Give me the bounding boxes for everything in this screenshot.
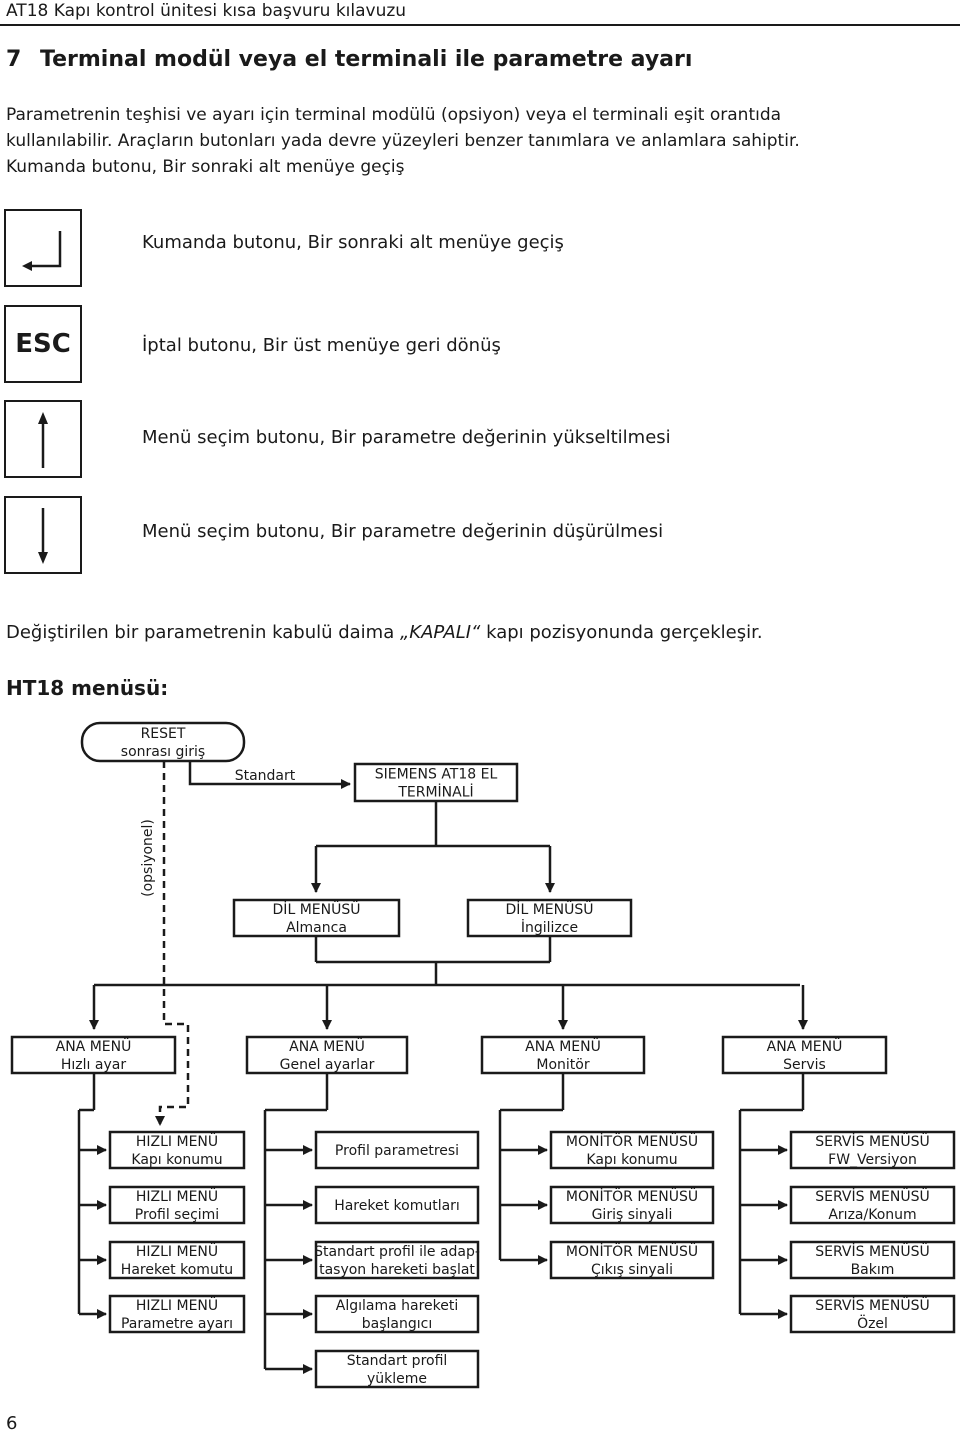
- document-header: AT18 Kapı kontrol ünitesi kısa başvuru kılavuzu: [6, 1, 407, 21]
- general-settings-item-label: Profil parametresi: [334, 1143, 460, 1159]
- key-description: Kumanda butonu, Bir sonraki alt menüye geçiş: [142, 232, 564, 253]
- arrow-up-icon: [6, 402, 80, 476]
- service-menu-item-label: SERVİS MENÜSÜ Arıza/Konum: [815, 1189, 930, 1223]
- section-title-text: Terminal modül veya el terminali ile parametre ayarı: [40, 47, 693, 72]
- intro-line: kullanılabilir. Araçların butonları yada devre yüzeyleri benzer tanımlara ve anlamlara sahiptir.: [6, 131, 800, 151]
- quick-menu-item-label: HIZLI MENÜ Profil seçimi: [134, 1189, 220, 1223]
- menu-heading: HT18 menüsü:: [6, 676, 169, 700]
- service-menu-item-label: SERVİS MENÜSÜ FW_Versiyon: [815, 1134, 930, 1168]
- monitor-menu-item-label: MONİTÖR MENÜSÜ Çıkış sinyali: [565, 1244, 699, 1278]
- service-menu-item-label: SERVİS MENÜSÜ Bakım: [815, 1244, 930, 1278]
- monitor-menu-item-label: MONİTÖR MENÜSÜ Kapı konumu: [565, 1134, 699, 1168]
- optional-label: (opsiyonel): [140, 819, 156, 897]
- language-menu-almanca-label: DİL MENÜSÜ Almanca: [272, 902, 361, 936]
- main-menu-node-label: ANA MENÜ Monitör: [525, 1039, 601, 1073]
- acceptance-note: [6, 620, 763, 646]
- service-menu-item-label: SERVİS MENÜSÜ Özel: [815, 1298, 930, 1332]
- section-number: 7: [6, 47, 22, 72]
- header-divider: [0, 24, 960, 26]
- esc-key-box: [4, 305, 82, 383]
- intro-line: Parametrenin teşhisi ve ayarı için terminal modülü (opsiyon) veya el terminali eşit orantıda: [6, 105, 782, 125]
- quick-menu-item-label: HIZLI MENÜ Parametre ayarı: [120, 1298, 234, 1332]
- general-settings-item-label: Algılama hareketi başlangıcı: [335, 1298, 459, 1332]
- key-description: Menü seçim butonu, Bir parametre değerinin düşürülmesi: [142, 521, 664, 542]
- enter-icon: [6, 211, 80, 285]
- menu-flow-diagram: [0, 700, 960, 1400]
- key-description: Menü seçim butonu, Bir parametre değerinin yükseltilmesi: [142, 427, 671, 448]
- up-key-box: [4, 400, 82, 478]
- note-emphasis: „KAPALI“: [399, 622, 481, 643]
- intro-paragraph: [6, 102, 946, 180]
- main-menu-node-label: ANA MENÜ Servis: [766, 1039, 843, 1073]
- monitor-menu-item-label: MONİTÖR MENÜSÜ Giriş sinyali: [565, 1189, 699, 1223]
- quick-menu-item-label: HIZLI MENÜ Kapı konumu: [131, 1134, 223, 1168]
- note-text: kapı pozisyonunda gerçekleşir.: [480, 622, 763, 643]
- quick-menu-item-label: HIZLI MENÜ Hareket komutu: [120, 1244, 234, 1278]
- arrow-down-icon: [6, 498, 80, 572]
- note-text: Değiştirilen bir parametrenin kabulü daima: [6, 622, 400, 643]
- intro-line: Kumanda butonu, Bir sonraki alt menüye geçiş: [6, 157, 405, 177]
- standart-label: Standart: [234, 768, 296, 784]
- section-title: [6, 44, 692, 76]
- esc-icon: ESC: [15, 329, 71, 359]
- enter-key-box: [4, 209, 82, 287]
- main-menu-node-label: ANA MENÜ Hızlı ayar: [55, 1039, 132, 1073]
- key-description: İptal butonu, Bir üst menüye geri dönüş: [142, 335, 501, 356]
- down-key-box: [4, 496, 82, 574]
- language-menu-ingilizce-label: DİL MENÜSÜ İngilizce: [505, 902, 594, 936]
- general-settings-item-label: Standart profil yükleme: [346, 1353, 448, 1387]
- terminal-node-label: SIEMENS AT18 EL TERMİNALİ: [374, 766, 498, 801]
- page-number: 6: [6, 1413, 18, 1434]
- start-node-label: RESET sonrası giriş: [120, 726, 206, 760]
- general-settings-item-label: Standart profil ile adap-tasyon hareketi başlat: [314, 1244, 480, 1278]
- general-settings-item-label: Hareket komutları: [334, 1198, 460, 1214]
- main-menu-node-label: ANA MENÜ Genel ayarlar: [279, 1039, 375, 1073]
